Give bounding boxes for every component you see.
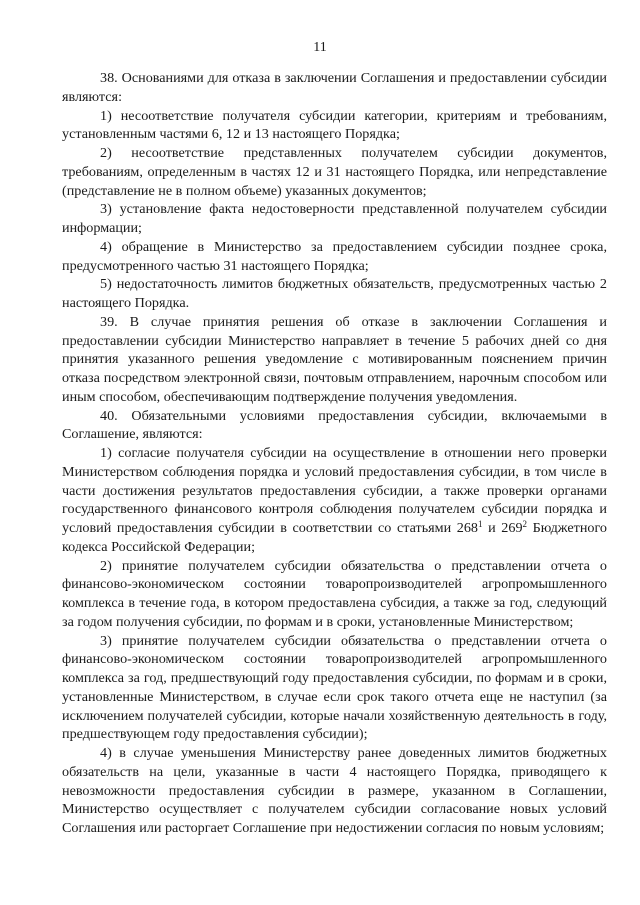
page-number: 11 [313,40,327,55]
section-40-item-1-text-b: и 269 [482,520,523,536]
section-38-item-4: 4) обращение в Министерство за предоставлением субсидии позднее срока, предусмотренного частью 31 настоящего Порядка; [62,238,607,274]
section-40-item-4: 4) в случае уменьшения Министерству ранее доведенных лимитов бюджетных обязательств на цели, указанные в части 4 настоящего Порядка, приводящего к невозможности предоставления субсидии в размере, указанном в Соглашении, Министерство осуществляет с получателем субсидии согласование новых условий Соглашения или расторгает Соглашение при недостижении согласия по новым условиям; [62,745,607,836]
section-38-item-3: 3) установление факта недостоверности представленной получателем субсидии информации; [62,201,607,236]
section-38-item-2: 2) несоответствие представленных получателем субсидии документов, требованиям, определенным в частях 12 и 31 настоящего Порядка, или непредставление (представление не в полном объеме) указанных документов; [62,145,607,199]
section-40-item-3: 3) принятие получателем субсидии обязательства о представлении отчета о финансово-экономическом состоянии товаропроизводителей агропромышленного комплекса за год, предшествующий году предоставления субсидии, по формам и в сроки, установленные Министерством, в случае если срок такого отчета еще не наступил (за исключением получателей субсидии, которые начали хозяйственную деятельность в году, предшествующем году предоставления субсидии); [62,632,607,743]
section-40-item-1-text-a: 1) согласие получателя субсидии на осуществление в отношении него проверки Министерством соблюдения порядка и условий предоставления субсидии, в том числе в части достижения результатов предоставления субсидии, а также проверки органами государственного финансового контроля соблюдения получателем субсидии порядка и условий предоставления субсидии в соответствии со статьями 268 [62,445,607,536]
superscript-2: 2 [522,519,528,529]
superscript-1: 1 [478,519,483,529]
section-40-item-1-text-c: Бюджетного кодекса Российской Федерации; [62,520,608,555]
section-38-item-1: 1) несоответствие получателя субсидии категории, критериям и требованиям, установленным частями 6, 12 и 13 настоящего Порядка; [62,107,607,143]
section-39-paragraph: 39. В случае принятия решения об отказе в заключении Соглашения и предоставлении субсидии Министерство направляет в течение 5 рабочих дней со дня принятия указанного решения уведомление с мотивированным пояснением причин отказа посредством электронной связи, почтовым отправлением, нарочным способом или иным способом, обеспечивающим подтверждение получения уведомления. [62,313,607,405]
section-38-item-5: 5) недостаточность лимитов бюджетных обязательств, предусмотренных частью 2 настоящего Порядка. [62,276,607,311]
section-40-item-2: 2) принятие получателем субсидии обязательства о представлении отчета о финансово-экономическом состоянии товаропроизводителей агропромышленного комплекса в течение года, в котором предоставлена субсидия, а также за год, следующий за годом получения субсидии, по формам и в сроки, установленные Министерством; [62,557,607,630]
section-40-intro: 40. Обязательными условиями предоставления субсидии, включаемыми в Соглашение, являются: [62,407,607,443]
section-40-item-1 [62,444,607,557]
document-body [62,69,607,838]
section-38-intro: 38. Основаниями для отказа в заключении Соглашения и предоставлении субсидии являются: [62,70,607,105]
